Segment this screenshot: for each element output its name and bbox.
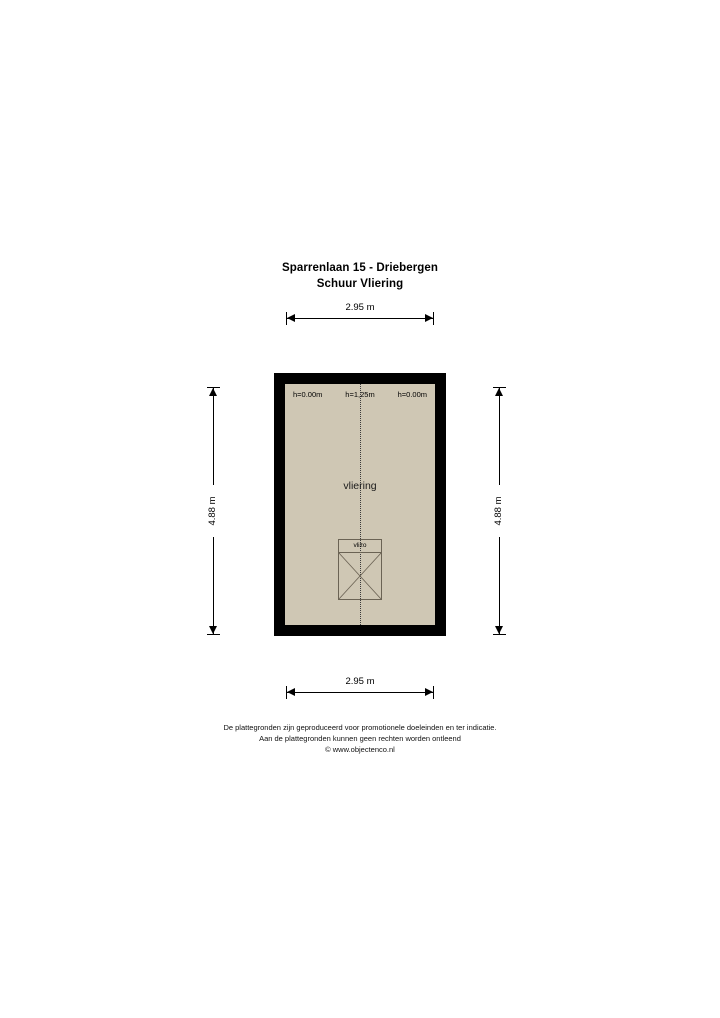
footer-line-2: Aan de plattegronden kunnen geen rechten worden ontleend <box>259 734 461 743</box>
height-label-right: h=0.00m <box>397 390 427 399</box>
dimension-right-height-label: 4.88 m <box>473 485 525 537</box>
vlizo-cross-icon <box>339 553 381 599</box>
floor-area <box>285 384 435 625</box>
floor-plan <box>274 373 446 636</box>
dimension-top-width-label: 2.95 m <box>325 302 395 314</box>
height-label-left: h=0.00m <box>293 390 323 399</box>
dimension-bottom-width-label: 2.95 m <box>325 676 395 688</box>
dimension-right-height <box>489 387 509 635</box>
footer-disclaimer <box>0 722 720 755</box>
dimension-arrow-top-icon <box>495 388 503 396</box>
footer-copyright: © www.objectenco.nl <box>325 745 395 754</box>
dimension-top-width <box>286 302 434 328</box>
dimension-line <box>286 318 434 319</box>
vlizo-hatch <box>338 539 382 600</box>
dimension-arrow-top-icon <box>209 388 217 396</box>
page-title <box>0 260 720 292</box>
dimension-left-height <box>203 387 223 635</box>
vlizo-label: vlizo <box>339 539 381 553</box>
dimension-line <box>286 692 434 693</box>
dimension-arrow-right-icon <box>425 688 433 696</box>
dimension-bottom-width <box>286 676 434 702</box>
dimension-cap-right <box>433 686 434 699</box>
title-address: Sparrenlaan 15 - Driebergen <box>281 262 439 274</box>
dimension-arrow-right-icon <box>425 314 433 322</box>
dimension-cap-bottom <box>493 634 506 635</box>
dimension-cap-bottom <box>207 634 220 635</box>
dimension-arrow-bottom-icon <box>495 626 503 634</box>
dimension-arrow-left-icon <box>287 314 295 322</box>
dimension-cap-right <box>433 312 434 325</box>
dimension-arrow-left-icon <box>287 688 295 696</box>
dimension-arrow-bottom-icon <box>209 626 217 634</box>
title-floor: Schuur Vliering <box>316 278 404 290</box>
dimension-left-height-label: 4.88 m <box>187 485 239 537</box>
height-label-middle: h=1,25m <box>345 390 375 399</box>
room-label-vliering: vliering <box>343 480 377 492</box>
footer-line-1: De plattegronden zijn geproduceerd voor promotionele doeleinden en ter indicatie. <box>223 723 497 732</box>
